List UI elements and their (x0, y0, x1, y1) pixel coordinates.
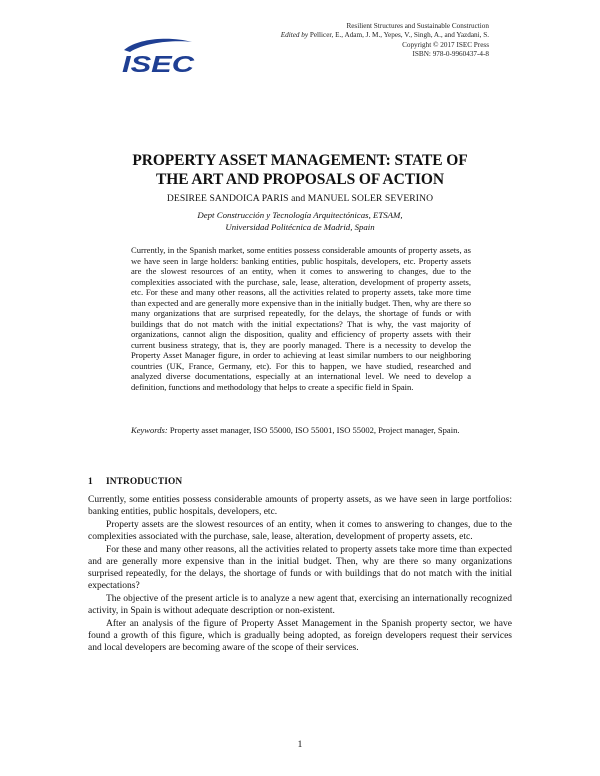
keywords (131, 425, 471, 436)
title-line-1: PROPERTY ASSET MANAGEMENT: STATE OF (132, 152, 468, 169)
keywords-label: Keywords: (131, 425, 168, 435)
keywords-list: Property asset manager, ISO 55000, ISO 55001, ISO 55002, Project manager, Spain. (167, 425, 460, 435)
edited-by-label: Edited by (280, 31, 309, 40)
isec-logo (118, 36, 198, 80)
copyright: Copyright © 2017 ISEC Press (402, 40, 489, 49)
editors: Pellicer, E., Adam, J. M., Yepes, V., Singh, A., and Yazdani, S. (308, 31, 489, 40)
abstract: Currently, in the Spanish market, some entities possess considerable amounts of property assets, as we have seen in large holders: banking entities, public hospitals, developers, etc. Property assets are the slowest resources of an entity, when it comes to answering to changes, due to the complexities associated with the purchase, sale, lease, alteration, development of property assets, etc. For these and many other reasons, all the activities related to property assets, take more time than expected and are generally more expensive than in the initially budget. Then, why are there so many organizations that are surprised repeatedly, for the delays, the shortage of funds or with buildings that do not match with the initial expectations? That is why, the vast majority of organizations, cannot align the disposition, quality and efficiency of property assets with their current business strategy, that is, they are poorly managed. There is a necessity to develop the Property Asset Manager figure, in order to achieving at least similar numbers to our neighboring countries (UK, France, Germany, etc). For this to happen, we have studied, researched and analyzed diverse documentations, especially at an international level. We need to develop a definition, functions and methodology that helps to create a specific field in Spain. (131, 245, 471, 392)
affiliation-line-2: Universidad Politécnica de Madrid, Spain (225, 222, 375, 232)
authors: DESIREE SANDOICA PARIS and MANUEL SOLER SEVERINO (166, 193, 434, 204)
affiliation-line-1: Dept Construcción y Tecnología Arquitectónicas, ETSAM, (197, 210, 403, 220)
header-info (281, 22, 489, 60)
editors-line (281, 31, 489, 40)
body-paragraph: After an analysis of the figure of Property Asset Management in the Spanish property sector, we have found a growth of this figure, which is gradually being adopted, as foreign developers request their services and local developers are becoming aware of the scope of their services. (88, 619, 512, 653)
logo-text: ISEC (122, 51, 195, 77)
isbn: ISBN: 978-0-9960437-4-8 (412, 50, 489, 59)
section-body (88, 494, 512, 655)
section-title: INTRODUCTION (106, 477, 183, 487)
affiliation (0, 209, 600, 233)
page-number: 1 (297, 739, 303, 750)
title-line-2: THE ART AND PROPOSALS OF ACTION (156, 171, 444, 188)
series-name: Resilient Structures and Sustainable Construction (346, 22, 489, 30)
paper-title (0, 151, 600, 189)
body-paragraph: Currently, some entities possess considerable amounts of property assets, as we have seen in large portfolios: banking entities, public hospitals, developers, etc. (88, 495, 512, 517)
section-heading (88, 477, 182, 487)
body-paragraph: Property assets are the slowest resources of an entity, when it comes to answering to changes, due to the complexities associated with the purchase, sale, lease, alteration, development of property assets, etc. (88, 520, 512, 542)
logo-swoosh (124, 39, 192, 52)
body-paragraph: For these and many other reasons, all the activities related to property assets take more time than expected and are generally more expensive than in the initial budget. Then, why are there so many organizations surprised repeatedly, for the delays, the shortage of funds or with buildings that do not match with the initial expectations? (88, 545, 512, 591)
section-number: 1 (88, 477, 93, 487)
body-paragraph: The objective of the present article is to analyze a new agent that, exercising an internationally recognized activity, in Spain is without adequate description or non-existent. (88, 594, 512, 616)
